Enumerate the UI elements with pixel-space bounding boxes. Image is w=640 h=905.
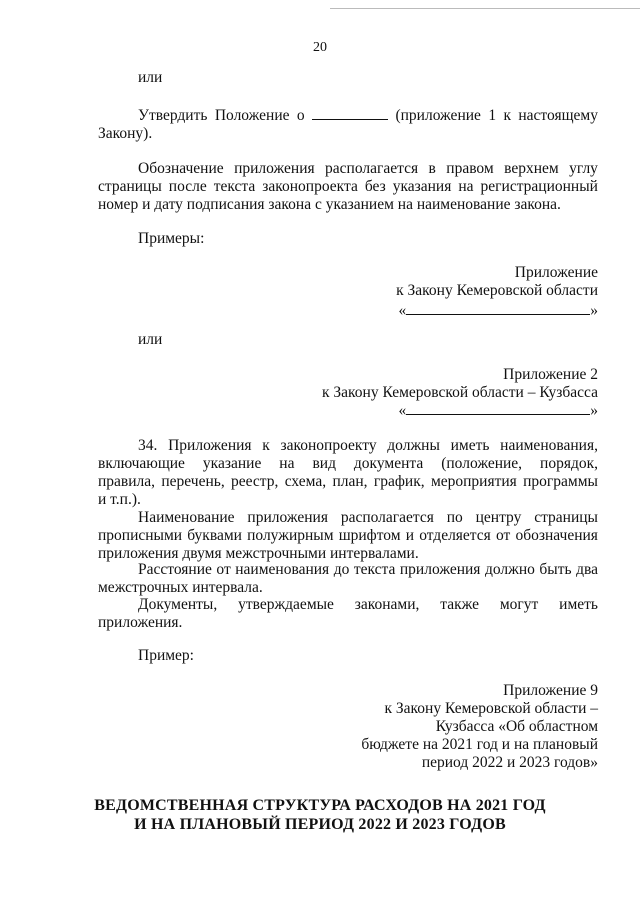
word: план, — [332, 473, 368, 490]
word: и — [405, 527, 415, 544]
word: законами, — [354, 596, 420, 613]
word: располагается — [340, 509, 434, 526]
word: схема, — [284, 473, 327, 490]
word: могут — [499, 596, 539, 613]
p34-line-3 — [98, 472, 598, 491]
word: порядок, — [540, 455, 598, 472]
example3-line-5: период 2022 и 2023 годов» — [421, 754, 598, 771]
word: располагается — [325, 160, 419, 177]
word: Документы, — [138, 596, 218, 613]
word: Обозначение — [138, 160, 224, 177]
close-quote: » — [590, 302, 598, 319]
word: Приложения — [168, 437, 252, 454]
distance-line-2: межстрочных интервала. — [98, 579, 263, 596]
p34-line-1 — [138, 436, 598, 455]
word: два — [576, 561, 598, 578]
word: полужирным — [247, 527, 334, 544]
word: к — [262, 437, 270, 454]
word: Утвердить — [138, 107, 208, 124]
word: Расстояние — [138, 561, 212, 578]
example2-law-ref: к Закону Кемеровской области – Кузбасса — [321, 384, 598, 401]
word: приложения — [399, 561, 481, 578]
distance-line-1 — [138, 560, 598, 579]
example3-line-4: бюджете на 2021 год и на плановый — [361, 736, 598, 753]
word: (положение, — [441, 455, 523, 472]
word: углу — [569, 160, 598, 177]
word: законопроекту — [280, 437, 377, 454]
or-text: или — [138, 331, 163, 348]
word: (приложение — [395, 107, 481, 124]
close-quote: » — [590, 402, 598, 419]
word: в — [428, 160, 436, 177]
designation-line-2 — [98, 177, 598, 196]
word: график, — [373, 473, 425, 490]
word: верхнем — [504, 160, 559, 177]
word: от — [495, 527, 511, 544]
approve-line-1 — [138, 106, 598, 125]
word: быть — [539, 561, 572, 578]
word: текста — [353, 561, 396, 578]
word: к — [503, 107, 511, 124]
page-number: 20 — [313, 40, 327, 55]
word: наименования, — [500, 437, 598, 454]
word: страницы — [534, 509, 598, 526]
example1-law-ref: к Закону Кемеровской области — [396, 282, 598, 299]
word: также — [440, 596, 480, 613]
word: 34. — [138, 437, 158, 454]
word: после — [168, 178, 207, 195]
word: включающие — [98, 455, 185, 472]
word: без — [364, 178, 386, 195]
word: отделяется — [419, 527, 491, 544]
approve-line-2: Закону). — [98, 125, 153, 142]
word: страницы — [98, 178, 162, 195]
word: утверждаемые — [238, 596, 334, 613]
appendix-heading-line-2: И НА ПЛАНОВЫЙ ПЕРИОД 2022 И 2023 ГОДОВ — [134, 816, 506, 833]
word: настоящему — [518, 107, 598, 124]
word: по — [446, 509, 463, 526]
blank-line — [406, 301, 590, 315]
word: центру — [475, 509, 522, 526]
or-text: или — [138, 69, 163, 86]
word: наименования — [235, 561, 330, 578]
word: регистрационный — [480, 178, 598, 195]
designation-line-3: номер и дату подписания закона с указанием на наименование закона. — [98, 196, 561, 213]
open-quote: « — [398, 402, 407, 419]
word: шрифтом — [338, 527, 401, 544]
word: указания — [392, 178, 452, 195]
examples-label: Примеры: — [138, 230, 205, 247]
word: прописными — [98, 527, 183, 544]
naming-line-1 — [138, 508, 598, 527]
p34-line-2 — [98, 454, 598, 473]
word: должны — [387, 437, 440, 454]
word: вид — [312, 455, 336, 472]
appendix-heading-line-1: ВЕДОМСТВЕННАЯ СТРУКТУРА РАСХОДОВ НА 2021 ГОД — [94, 797, 546, 814]
word: буквами — [187, 527, 242, 544]
blank-line — [312, 106, 388, 120]
word: перечень, — [161, 473, 225, 490]
word: от — [216, 561, 231, 578]
word: указание — [202, 455, 262, 472]
word: Наименование — [138, 509, 235, 526]
naming-line-2 — [98, 526, 598, 545]
example-label: Пример: — [138, 647, 194, 664]
p34-line-4: и т.п.). — [98, 491, 141, 508]
example2-name-field — [399, 401, 599, 420]
example1-appendix-title: Приложение — [514, 264, 598, 281]
example3-line-2: к Закону Кемеровской области – — [384, 700, 598, 717]
word: правила, — [98, 473, 156, 490]
blank-line — [406, 401, 590, 415]
example3-line-3: Кузбасса «Об областном — [435, 718, 598, 735]
word: о — [296, 107, 305, 124]
naming-line-3: приложения двумя межстрочными интервалами. — [98, 545, 419, 562]
word: до — [333, 561, 350, 578]
word: на — [279, 455, 295, 472]
word: Положение — [214, 107, 290, 124]
word: на — [458, 178, 474, 195]
example2-appendix-title: Приложение 2 — [503, 366, 598, 383]
word: мероприятия — [430, 473, 517, 490]
designation-line-1 — [138, 159, 598, 178]
docs-line-1 — [138, 595, 598, 614]
scan-top-line — [330, 8, 640, 9]
docs-line-2: приложения. — [98, 614, 183, 631]
example3-appendix-title: Приложение 9 — [503, 682, 598, 699]
example1-name-field — [399, 301, 599, 320]
word: иметь — [559, 596, 598, 613]
word: текста — [213, 178, 256, 195]
word: правом — [446, 160, 494, 177]
word: программы — [523, 473, 598, 490]
word: обозначения — [515, 527, 598, 544]
word: документа — [353, 455, 424, 472]
word: 1 — [488, 107, 497, 124]
word: законопроекта — [262, 178, 358, 195]
word: должно — [484, 561, 535, 578]
open-quote: « — [398, 302, 407, 319]
word: иметь — [450, 437, 490, 454]
word: приложения — [234, 160, 315, 177]
word: приложения — [247, 509, 328, 526]
word: реестр, — [231, 473, 279, 490]
